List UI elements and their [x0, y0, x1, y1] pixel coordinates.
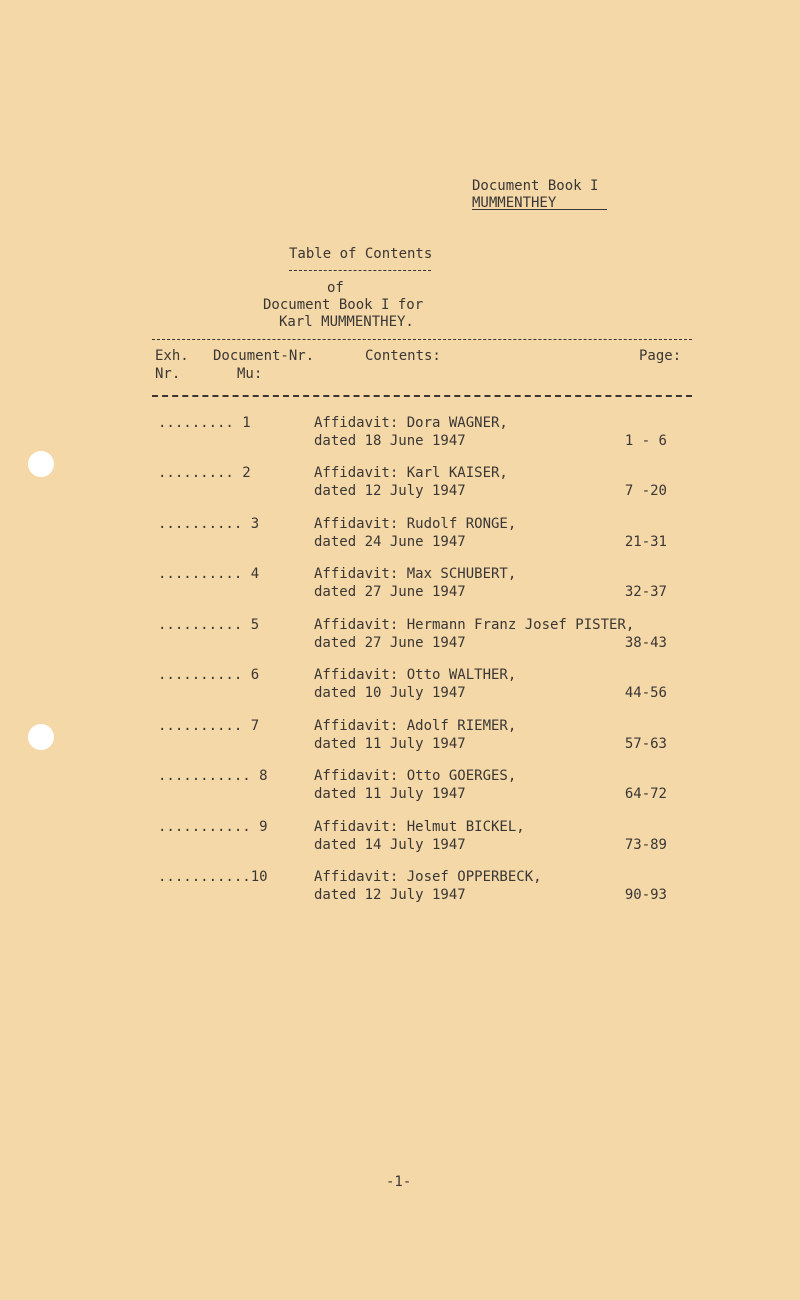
row-date: dated 27 June 1947 [314, 584, 466, 600]
table-row [0, 414, 800, 450]
row-date: dated 14 July 1947 [314, 837, 466, 853]
table-row [0, 666, 800, 702]
toc-heading-rule [289, 270, 431, 271]
toc-name-line: Karl MUMMENTHEY. [279, 314, 414, 330]
toc-heading: Table of Contents [289, 246, 433, 262]
row-affidavit: Affidavit: Helmut BICKEL, [314, 819, 525, 835]
row-affidavit: Affidavit: Josef OPPERBECK, [314, 869, 542, 885]
row-pages: 90-93 [624, 887, 667, 903]
col-document-nr: Document-Nr. [213, 348, 315, 364]
table-row [0, 515, 800, 551]
table-row [0, 868, 800, 904]
exhibit-number: ......... 1 [158, 415, 251, 431]
exhibit-number: ........... 9 [158, 819, 268, 835]
row-pages: 57-63 [624, 736, 667, 752]
table-row [0, 818, 800, 854]
table-top-rule [152, 339, 692, 340]
row-pages: 1 - 6 [624, 433, 667, 449]
toc-book-line: Document Book I for [263, 297, 424, 313]
col-nr: Nr. [155, 366, 181, 382]
table-row [0, 767, 800, 803]
row-affidavit: Affidavit: Dora WAGNER, [314, 415, 508, 431]
table-row [0, 565, 800, 601]
header-book: Document Book I [472, 178, 599, 194]
row-date: dated 27 June 1947 [314, 635, 466, 651]
exhibit-number: .......... 7 [158, 718, 260, 734]
table-row [0, 464, 800, 500]
row-pages: 73-89 [624, 837, 667, 853]
col-page: Page: [639, 348, 682, 364]
row-affidavit: Affidavit: Karl KAISER, [314, 465, 508, 481]
row-date: dated 12 July 1947 [314, 483, 466, 499]
page-number: -1- [386, 1174, 412, 1190]
row-affidavit: Affidavit: Otto WALTHER, [314, 667, 517, 683]
row-date: dated 12 July 1947 [314, 887, 466, 903]
header-underline [472, 209, 607, 210]
col-contents: Contents: [365, 348, 441, 364]
exhibit-number: .......... 5 [158, 617, 260, 633]
row-pages: 7 -20 [624, 483, 667, 499]
row-date: dated 24 June 1947 [314, 534, 466, 550]
col-mu: Mu: [237, 366, 263, 382]
row-date: dated 11 July 1947 [314, 736, 466, 752]
exhibit-number: .......... 4 [158, 566, 260, 582]
row-pages: 38-43 [624, 635, 667, 651]
row-pages: 21-31 [624, 534, 667, 550]
exhibit-number: .......... 3 [158, 516, 260, 532]
exhibit-number: ...........10 [158, 869, 268, 885]
header-name: MUMMENTHEY [472, 195, 557, 211]
row-affidavit: Affidavit: Otto GOERGES, [314, 768, 517, 784]
exhibit-number: ........... 8 [158, 768, 268, 784]
row-date: dated 18 June 1947 [314, 433, 466, 449]
exhibit-number: .......... 6 [158, 667, 260, 683]
row-affidavit: Affidavit: Max SCHUBERT, [314, 566, 517, 582]
row-date: dated 11 July 1947 [314, 786, 466, 802]
row-date: dated 10 July 1947 [314, 685, 466, 701]
row-affidavit: Affidavit: Hermann Franz Josef PISTER, [314, 617, 635, 633]
exhibit-number: ......... 2 [158, 465, 251, 481]
row-pages: 64-72 [624, 786, 667, 802]
toc-of: of [327, 280, 344, 296]
row-affidavit: Affidavit: Rudolf RONGE, [314, 516, 517, 532]
table-row [0, 616, 800, 652]
col-exh: Exh. [155, 348, 189, 364]
table-header-rule [152, 395, 692, 397]
row-pages: 32-37 [624, 584, 667, 600]
row-pages: 44-56 [624, 685, 667, 701]
row-affidavit: Affidavit: Adolf RIEMER, [314, 718, 517, 734]
table-row [0, 717, 800, 753]
